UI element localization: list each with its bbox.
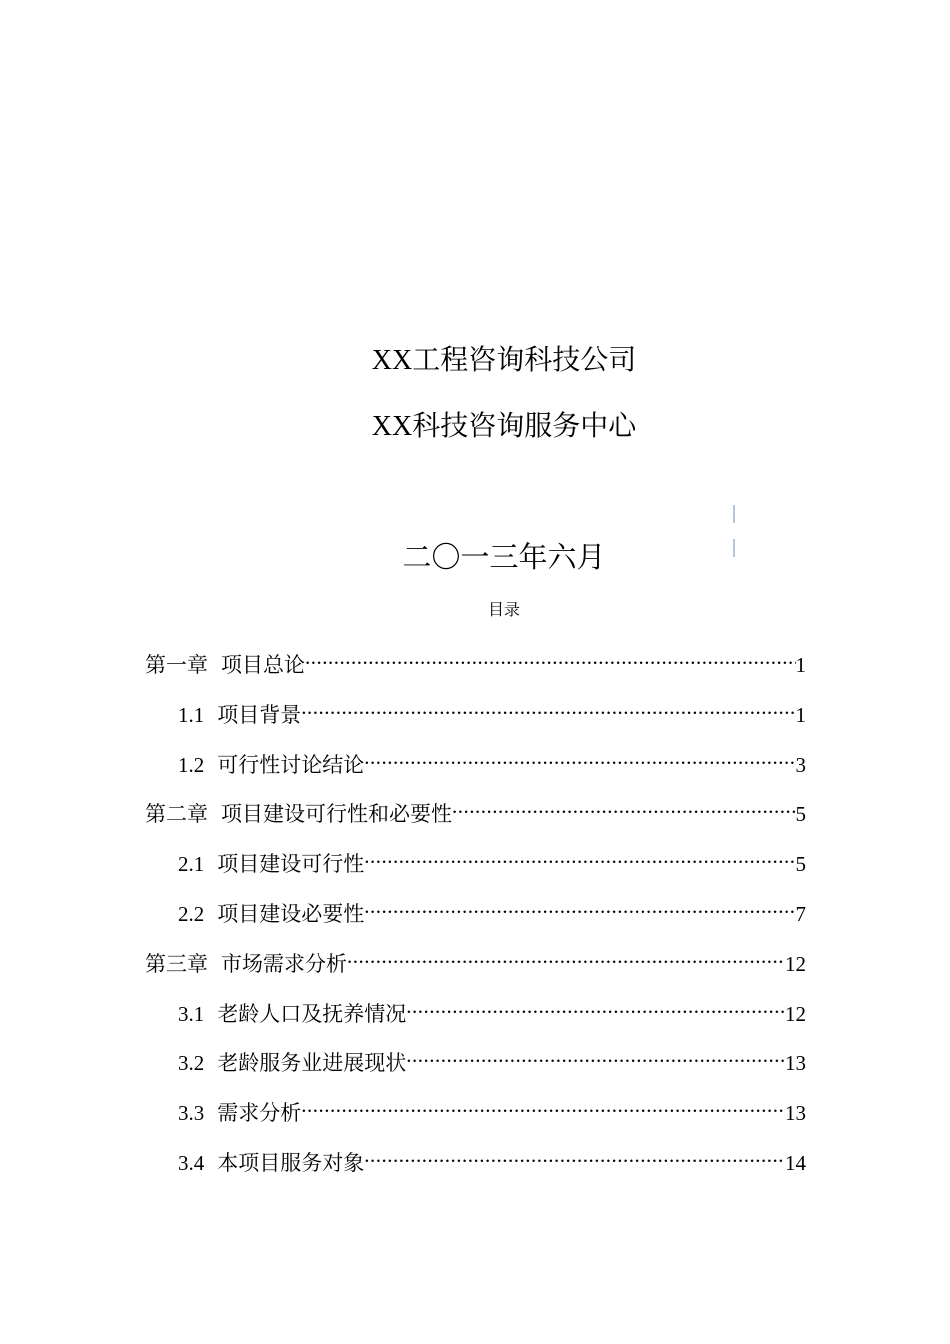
toc-entry-label: 本项目服务对象 bbox=[217, 1150, 365, 1175]
toc-entry-number: 第二章 bbox=[145, 802, 208, 827]
toc-entry[interactable] bbox=[145, 692, 806, 742]
company-name-line-2: XX科技咨询服务中心 bbox=[371, 411, 637, 442]
toc-entry-number: 3.1 bbox=[178, 1001, 205, 1026]
toc-entry-number: 3.2 bbox=[178, 1051, 205, 1076]
toc-entry-label: 可行性讨论结论 bbox=[217, 752, 365, 777]
toc-entry-number: 第三章 bbox=[145, 951, 208, 976]
toc-dot-leader bbox=[452, 791, 796, 821]
toc-entry-page-number: 5 bbox=[795, 802, 806, 827]
toc-entry[interactable] bbox=[145, 991, 806, 1041]
toc-entry-page-number: 14 bbox=[785, 1150, 806, 1175]
toc-entry-number: 3.4 bbox=[178, 1150, 205, 1175]
cursor-mark bbox=[733, 505, 735, 523]
toc-dot-leader bbox=[364, 841, 795, 871]
toc-dot-leader bbox=[364, 891, 795, 921]
toc-entry-label: 项目建设可行性 bbox=[217, 852, 365, 877]
toc-entry-label: 市场需求分析 bbox=[221, 951, 347, 976]
toc-dot-leader bbox=[364, 742, 795, 772]
toc-entry-page-number: 7 bbox=[795, 901, 806, 926]
toc-entry[interactable] bbox=[145, 642, 806, 692]
table-of-contents bbox=[145, 642, 806, 1190]
toc-entry-page-number: 1 bbox=[795, 702, 806, 727]
toc-entry[interactable] bbox=[145, 1090, 806, 1140]
toc-entry-label: 需求分析 bbox=[217, 1101, 302, 1126]
toc-entry-label: 项目建设可行性和必要性 bbox=[221, 802, 452, 827]
toc-dot-leader bbox=[301, 692, 795, 722]
toc-entry-page-number: 13 bbox=[785, 1101, 806, 1126]
toc-entry-label: 老龄服务业进展现状 bbox=[217, 1051, 407, 1076]
toc-dot-leader bbox=[364, 1140, 785, 1170]
toc-entry-number: 1.2 bbox=[178, 752, 205, 777]
toc-entry[interactable] bbox=[145, 791, 806, 841]
toc-entry-number: 2.1 bbox=[178, 852, 205, 877]
toc-dot-leader bbox=[301, 1090, 785, 1120]
toc-entry-page-number: 13 bbox=[785, 1051, 806, 1076]
toc-entry[interactable] bbox=[145, 1140, 806, 1190]
toc-dot-leader bbox=[406, 1040, 785, 1070]
toc-title: 目录 bbox=[487, 602, 520, 619]
toc-dot-leader bbox=[406, 991, 785, 1021]
toc-entry[interactable] bbox=[145, 1040, 806, 1090]
toc-entry-label: 项目建设必要性 bbox=[217, 901, 365, 926]
toc-entry[interactable] bbox=[145, 742, 806, 792]
toc-entry-number: 第一章 bbox=[145, 653, 208, 677]
toc-dot-leader bbox=[305, 642, 796, 672]
company-name-line-1: XX工程咨询科技公司 bbox=[371, 345, 637, 376]
toc-entry-number: 1.1 bbox=[178, 702, 205, 727]
toc-entry[interactable] bbox=[145, 891, 806, 941]
toc-entry-page-number: 12 bbox=[785, 951, 806, 976]
toc-entry-page-number: 1 bbox=[795, 653, 806, 677]
toc-entry[interactable] bbox=[145, 841, 806, 891]
toc-entry-page-number: 3 bbox=[795, 752, 806, 777]
toc-entry-number: 2.2 bbox=[178, 901, 205, 926]
toc-entry-number: 3.3 bbox=[178, 1101, 205, 1126]
document-date: 二〇一三年六月 bbox=[402, 542, 606, 574]
toc-entry-page-number: 5 bbox=[795, 852, 806, 877]
toc-entry-page-number: 12 bbox=[785, 1001, 806, 1026]
toc-entry[interactable] bbox=[145, 941, 806, 991]
toc-entry-label: 项目总论 bbox=[221, 653, 305, 677]
toc-entry-label: 老龄人口及抚养情况 bbox=[217, 1001, 407, 1026]
toc-dot-leader bbox=[347, 941, 785, 971]
toc-entry-label: 项目背景 bbox=[217, 702, 302, 727]
